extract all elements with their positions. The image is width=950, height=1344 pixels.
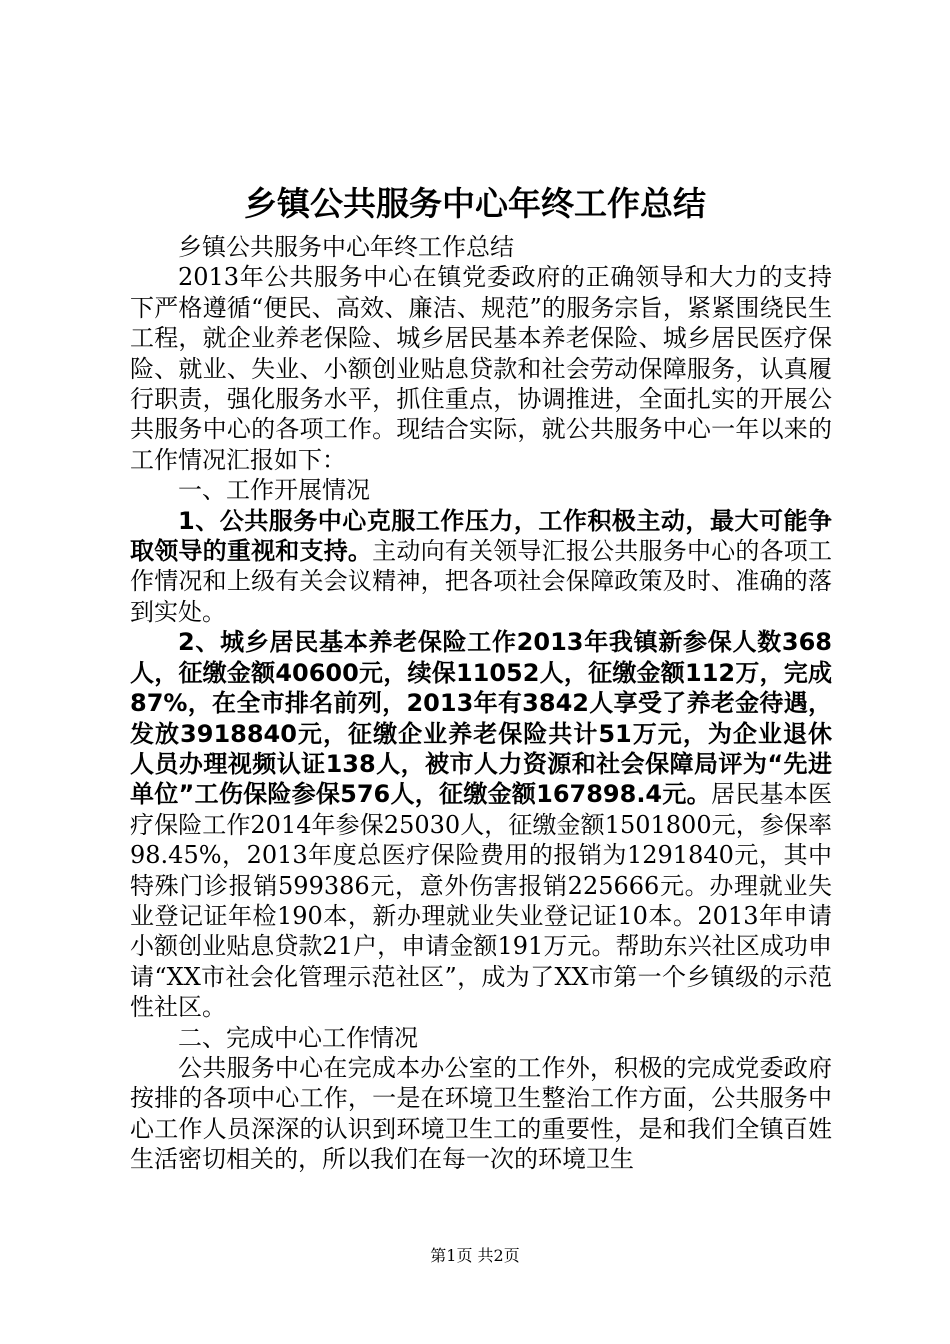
item-2-body-text: 居民基本医疗保险工作2014年参保25030人，征缴金额1501800元，参保率98.45%，2013年度总医疗保险费用的报销为1291840元，其中特殊门诊报销599386元，意外伤害报销225666元。办理就业失业登记证年检190本，新办理就业失业登记证10本。2013年申请小额创业贴息贷款21户，申请金额191万元。帮助东兴社区成功申请“XX市社会化管理示范社区”，成为了XX市第一个乡镇级的示范性社区。 [130,780,832,1022]
subtitle-paragraph: 乡镇公共服务中心年终工作总结 [178,233,514,261]
item-2-bold-text: 2、城乡居民基本养老保险工作2013年我镇新参保人数368人，征缴金额40600元，续保11052人，征缴金额112万，完成87%，在全市排名前列，2013年有3842人享受了养老金待遇，发放3918840元，征缴企业养老保险共计51万元，为企业退休人员办理视频认证138人，被市人力资源和社会保障局评为“先进单位”工伤保险参保576人，征缴金额167898.4元。 [130,628,832,809]
item-1-paragraph [130,506,832,628]
section-2-paragraph: 公共服务中心在完成本办公室的工作外，积极的完成党委政府按排的各项中心工作，一是在环境卫生整治工作方面，公共服务中心工作人员深深的认识到环境卫生工的重要性，是和我们全镇百姓生活密切相关的，所以我们在每一次的环境卫生 [130,1053,832,1174]
item-1-bold-text: 1、公共服务中心克服工作压力，工作积极主动，最大可能争取领导的重视和支持。 [130,506,832,566]
item-1-body-text: 主动向有关领导汇报公共服务中心的各项工作情况和上级有关会议精神，把各项社会保障政策及时、准确的落到实处。 [130,537,833,626]
item-2-paragraph [130,627,832,1022]
page-footer: 第1页 共2页 [430,1246,520,1265]
document-body [130,232,832,1175]
section-2-heading: 二、完成中心工作情况 [178,1023,418,1052]
document-title: 乡镇公共服务中心年终工作总结 [244,184,706,223]
section-1-heading: 一、工作开展情况 [178,476,370,505]
intro-paragraph: 2013年公共服务中心在镇党委政府的正确领导和大力的支持下严格遵循“便民、高效、廉洁、规范”的服务宗旨，紧紧围绕民生工程，就企业养老保险、城乡居民基本养老保险、城乡居民医疗保险、就业、失业、小额创业贴息贷款和社会劳动保障服务，认真履行职责，强化服务水平，抓住重点，协调推进，全面扎实的开展公共服务中心的各项工作。现结合实际，就公共服务中心一年以来的工作情况汇报如下： [130,263,832,474]
